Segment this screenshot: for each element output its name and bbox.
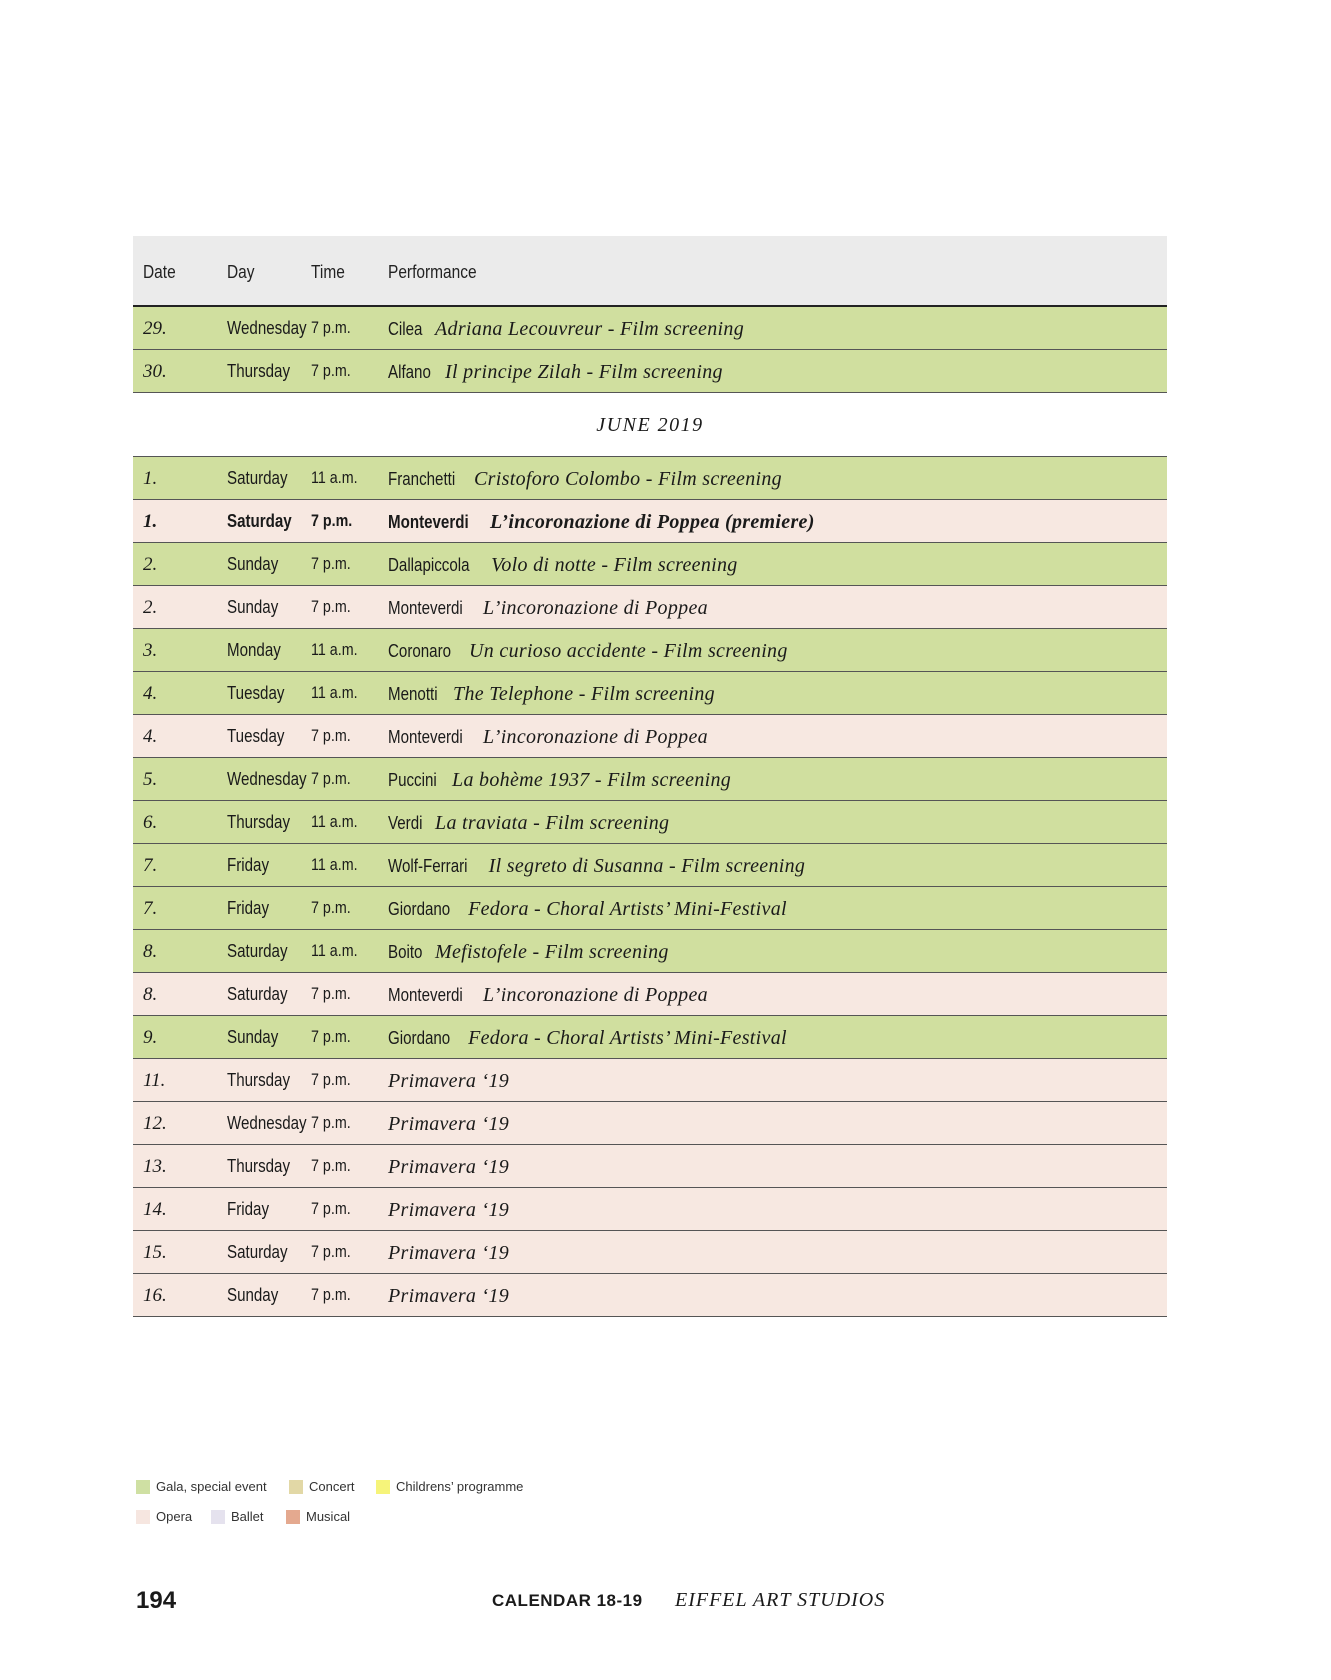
table-row — [133, 1102, 1167, 1145]
table-row — [133, 457, 1167, 500]
row-date: 29. — [143, 318, 167, 339]
row-date: 2. — [143, 554, 158, 575]
table-row — [133, 1145, 1167, 1188]
row-time: 11 a.m. — [311, 812, 358, 831]
table-row — [133, 1231, 1167, 1274]
header-performance: Performance — [388, 262, 477, 282]
row-date: 8. — [143, 941, 158, 962]
row-time: 7 p.m. — [311, 511, 353, 530]
row-composer: Dallapiccola — [388, 555, 470, 575]
table-row — [133, 844, 1167, 887]
row-composer: Giordano — [388, 1028, 451, 1048]
row-time: 7 p.m. — [311, 726, 351, 745]
table-row — [133, 350, 1167, 393]
row-date: 11. — [143, 1070, 166, 1091]
row-performance — [388, 640, 788, 663]
row-day: Saturday — [227, 468, 288, 488]
row-time: 7 p.m. — [311, 1156, 351, 1175]
row-performance — [388, 1156, 509, 1179]
month-heading-label: JUNE 2019 — [596, 414, 704, 436]
header-date: Date — [143, 262, 176, 282]
row-composer: Menotti — [388, 684, 438, 704]
row-date: 2. — [143, 597, 158, 618]
page-number: 194 — [136, 1587, 177, 1614]
row-date: 7. — [143, 898, 158, 919]
row-day: Sunday — [227, 554, 279, 574]
row-performance — [388, 683, 715, 706]
row-work: Primavera ‘19 — [388, 1113, 510, 1135]
row-day: Wednesday — [227, 318, 307, 338]
legend-item-concert — [289, 1479, 355, 1494]
legend-swatch-ballet — [211, 1510, 225, 1524]
row-date: 14. — [143, 1199, 167, 1220]
legend-item-opera — [136, 1509, 192, 1524]
row-work: Un curioso accidente - Film screening — [469, 640, 788, 662]
row-composer: Verdi — [388, 813, 423, 833]
row-time: 11 a.m. — [311, 468, 358, 487]
row-time: 7 p.m. — [311, 898, 351, 917]
table-row — [133, 672, 1167, 715]
row-day: Saturday — [227, 941, 288, 961]
legend — [136, 1479, 636, 1543]
row-date: 4. — [143, 683, 158, 704]
row-day: Tuesday — [227, 726, 285, 746]
row-date: 13. — [143, 1156, 167, 1177]
row-performance — [388, 597, 708, 620]
legend-item-ballet — [211, 1509, 264, 1524]
row-performance — [388, 511, 815, 534]
june-rows — [133, 457, 1167, 1317]
row-time: 7 p.m. — [311, 769, 351, 788]
table-row — [133, 1188, 1167, 1231]
row-day: Saturday — [227, 511, 292, 531]
row-composer: Wolf-Ferrari — [388, 856, 468, 876]
table-row — [133, 629, 1167, 672]
month-heading — [133, 393, 1167, 457]
row-day: Friday — [227, 855, 270, 875]
table-row — [133, 758, 1167, 801]
row-performance — [388, 361, 723, 384]
row-day: Sunday — [227, 1027, 279, 1047]
row-time: 7 p.m. — [311, 318, 351, 337]
table-row — [133, 930, 1167, 973]
table-row — [133, 586, 1167, 629]
may-rows — [133, 307, 1167, 393]
table-row — [133, 543, 1167, 586]
row-performance — [388, 1113, 509, 1136]
legend-swatch-gala — [136, 1480, 150, 1494]
row-work: Il principe Zilah - Film screening — [445, 361, 723, 383]
row-day: Monday — [227, 640, 281, 660]
calendar-label: CALENDAR 18-19 — [492, 1591, 643, 1610]
row-date: 1. — [143, 468, 158, 489]
row-day: Friday — [227, 898, 270, 918]
legend-swatch-children — [376, 1480, 390, 1494]
schedule-table — [133, 236, 1167, 1317]
row-work: Il segreto di Susanna - Film screening — [488, 855, 806, 877]
row-time: 11 a.m. — [311, 855, 358, 874]
row-work: Cristoforo Colombo - Film screening — [474, 468, 782, 490]
row-work: Primavera ‘19 — [388, 1199, 510, 1221]
row-work: L’incoronazione di Poppea (premiere) — [490, 511, 815, 533]
row-composer: Monteverdi — [388, 727, 463, 747]
row-work: La bohème 1937 - Film screening — [452, 769, 732, 791]
row-performance — [388, 554, 738, 577]
table-row — [133, 801, 1167, 844]
row-work: Fedora - Choral Artists’ Mini-Festival — [468, 898, 787, 920]
row-performance — [388, 318, 744, 341]
table-row — [133, 1059, 1167, 1102]
row-composer: Monteverdi — [388, 598, 463, 618]
row-day: Thursday — [227, 1070, 291, 1090]
row-work: L’incoronazione di Poppea — [483, 597, 708, 619]
legend-item-gala — [136, 1479, 267, 1494]
legend-swatch-concert — [289, 1480, 303, 1494]
legend-swatch-opera — [136, 1510, 150, 1524]
row-time: 7 p.m. — [311, 1199, 351, 1218]
table-row — [133, 500, 1167, 543]
row-performance — [388, 468, 782, 491]
row-work: Adriana Lecouvreur - Film screening — [435, 318, 744, 340]
row-date: 3. — [143, 640, 158, 661]
row-day: Tuesday — [227, 683, 285, 703]
header-time: Time — [311, 262, 345, 282]
row-date: 8. — [143, 984, 158, 1005]
row-day: Thursday — [227, 1156, 291, 1176]
row-time: 7 p.m. — [311, 1285, 351, 1304]
row-time: 7 p.m. — [311, 1113, 351, 1132]
row-date: 9. — [143, 1027, 158, 1048]
row-performance — [388, 1242, 509, 1265]
table-row — [133, 307, 1167, 350]
row-time: 7 p.m. — [311, 984, 351, 1003]
row-day: Wednesday — [227, 769, 307, 789]
row-composer: Monteverdi — [388, 512, 469, 532]
row-work: L’incoronazione di Poppea — [483, 984, 708, 1006]
row-time: 7 p.m. — [311, 361, 351, 380]
row-performance — [388, 1199, 509, 1222]
legend-item-children — [376, 1479, 523, 1494]
row-composer: Giordano — [388, 899, 451, 919]
table-row — [133, 1016, 1167, 1059]
row-day: Thursday — [227, 812, 291, 832]
row-composer: Monteverdi — [388, 985, 463, 1005]
row-day: Sunday — [227, 1285, 279, 1305]
row-work: Primavera ‘19 — [388, 1070, 510, 1092]
row-performance — [388, 1285, 509, 1308]
row-performance — [388, 1027, 787, 1050]
row-time: 11 a.m. — [311, 683, 358, 702]
row-composer: Franchetti — [388, 469, 456, 489]
row-performance — [388, 941, 669, 964]
legend-label-concert: Concert — [309, 1479, 355, 1494]
row-performance — [388, 855, 805, 878]
row-work: L’incoronazione di Poppea — [483, 726, 708, 748]
row-day: Friday — [227, 1199, 270, 1219]
legend-label-ballet: Ballet — [231, 1509, 264, 1524]
row-day: Wednesday — [227, 1113, 307, 1133]
row-time: 7 p.m. — [311, 554, 351, 573]
table-row — [133, 887, 1167, 930]
row-time: 11 a.m. — [311, 640, 358, 659]
page-footer — [0, 1587, 1331, 1617]
row-performance — [388, 984, 708, 1007]
legend-item-musical — [286, 1509, 350, 1524]
legend-label-musical: Musical — [306, 1509, 351, 1524]
row-performance — [388, 769, 731, 792]
row-performance — [388, 1070, 509, 1093]
row-work: Volo di notte - Film screening — [491, 554, 738, 576]
row-work: Fedora - Choral Artists’ Mini-Festival — [468, 1027, 787, 1049]
row-time: 7 p.m. — [311, 1242, 351, 1261]
row-day: Saturday — [227, 1242, 288, 1262]
studio-label: EIFFEL ART STUDIOS — [675, 1589, 886, 1611]
row-day: Sunday — [227, 597, 279, 617]
table-header — [133, 236, 1167, 307]
row-work: Primavera ‘19 — [388, 1156, 510, 1178]
row-date: 6. — [143, 812, 158, 833]
table-row — [133, 715, 1167, 758]
row-time: 11 a.m. — [311, 941, 358, 960]
row-date: 16. — [143, 1285, 167, 1306]
row-work: Primavera ‘19 — [388, 1242, 510, 1264]
row-performance — [388, 898, 787, 921]
table-row — [133, 1274, 1167, 1317]
legend-label-opera: Opera — [156, 1509, 193, 1524]
row-date: 7. — [143, 855, 158, 876]
legend-label-gala: Gala, special event — [156, 1479, 267, 1494]
row-date: 4. — [143, 726, 158, 747]
row-date: 30. — [143, 361, 167, 382]
row-composer: Puccini — [388, 770, 437, 790]
row-work: Mefistofele - Film screening — [435, 941, 669, 963]
row-time: 7 p.m. — [311, 1027, 351, 1046]
row-date: 15. — [143, 1242, 167, 1263]
row-date: 1. — [143, 511, 158, 532]
row-composer: Cilea — [388, 319, 423, 339]
row-work: Primavera ‘19 — [388, 1285, 510, 1307]
row-work: La traviata - Film screening — [435, 812, 670, 834]
row-performance — [388, 812, 669, 835]
row-day: Saturday — [227, 984, 288, 1004]
row-composer: Boito — [388, 942, 423, 962]
header-day: Day — [227, 262, 255, 282]
row-composer: Alfano — [388, 362, 431, 382]
table-row — [133, 973, 1167, 1016]
row-time: 7 p.m. — [311, 1070, 351, 1089]
legend-swatch-musical — [286, 1510, 300, 1524]
row-day: Thursday — [227, 361, 291, 381]
row-date: 5. — [143, 769, 158, 790]
row-performance — [388, 726, 708, 749]
row-date: 12. — [143, 1113, 167, 1134]
row-time: 7 p.m. — [311, 597, 351, 616]
row-work: The Telephone - Film screening — [453, 683, 715, 705]
row-composer: Coronaro — [388, 641, 452, 661]
legend-label-children: Childrens’ programme — [396, 1479, 524, 1494]
